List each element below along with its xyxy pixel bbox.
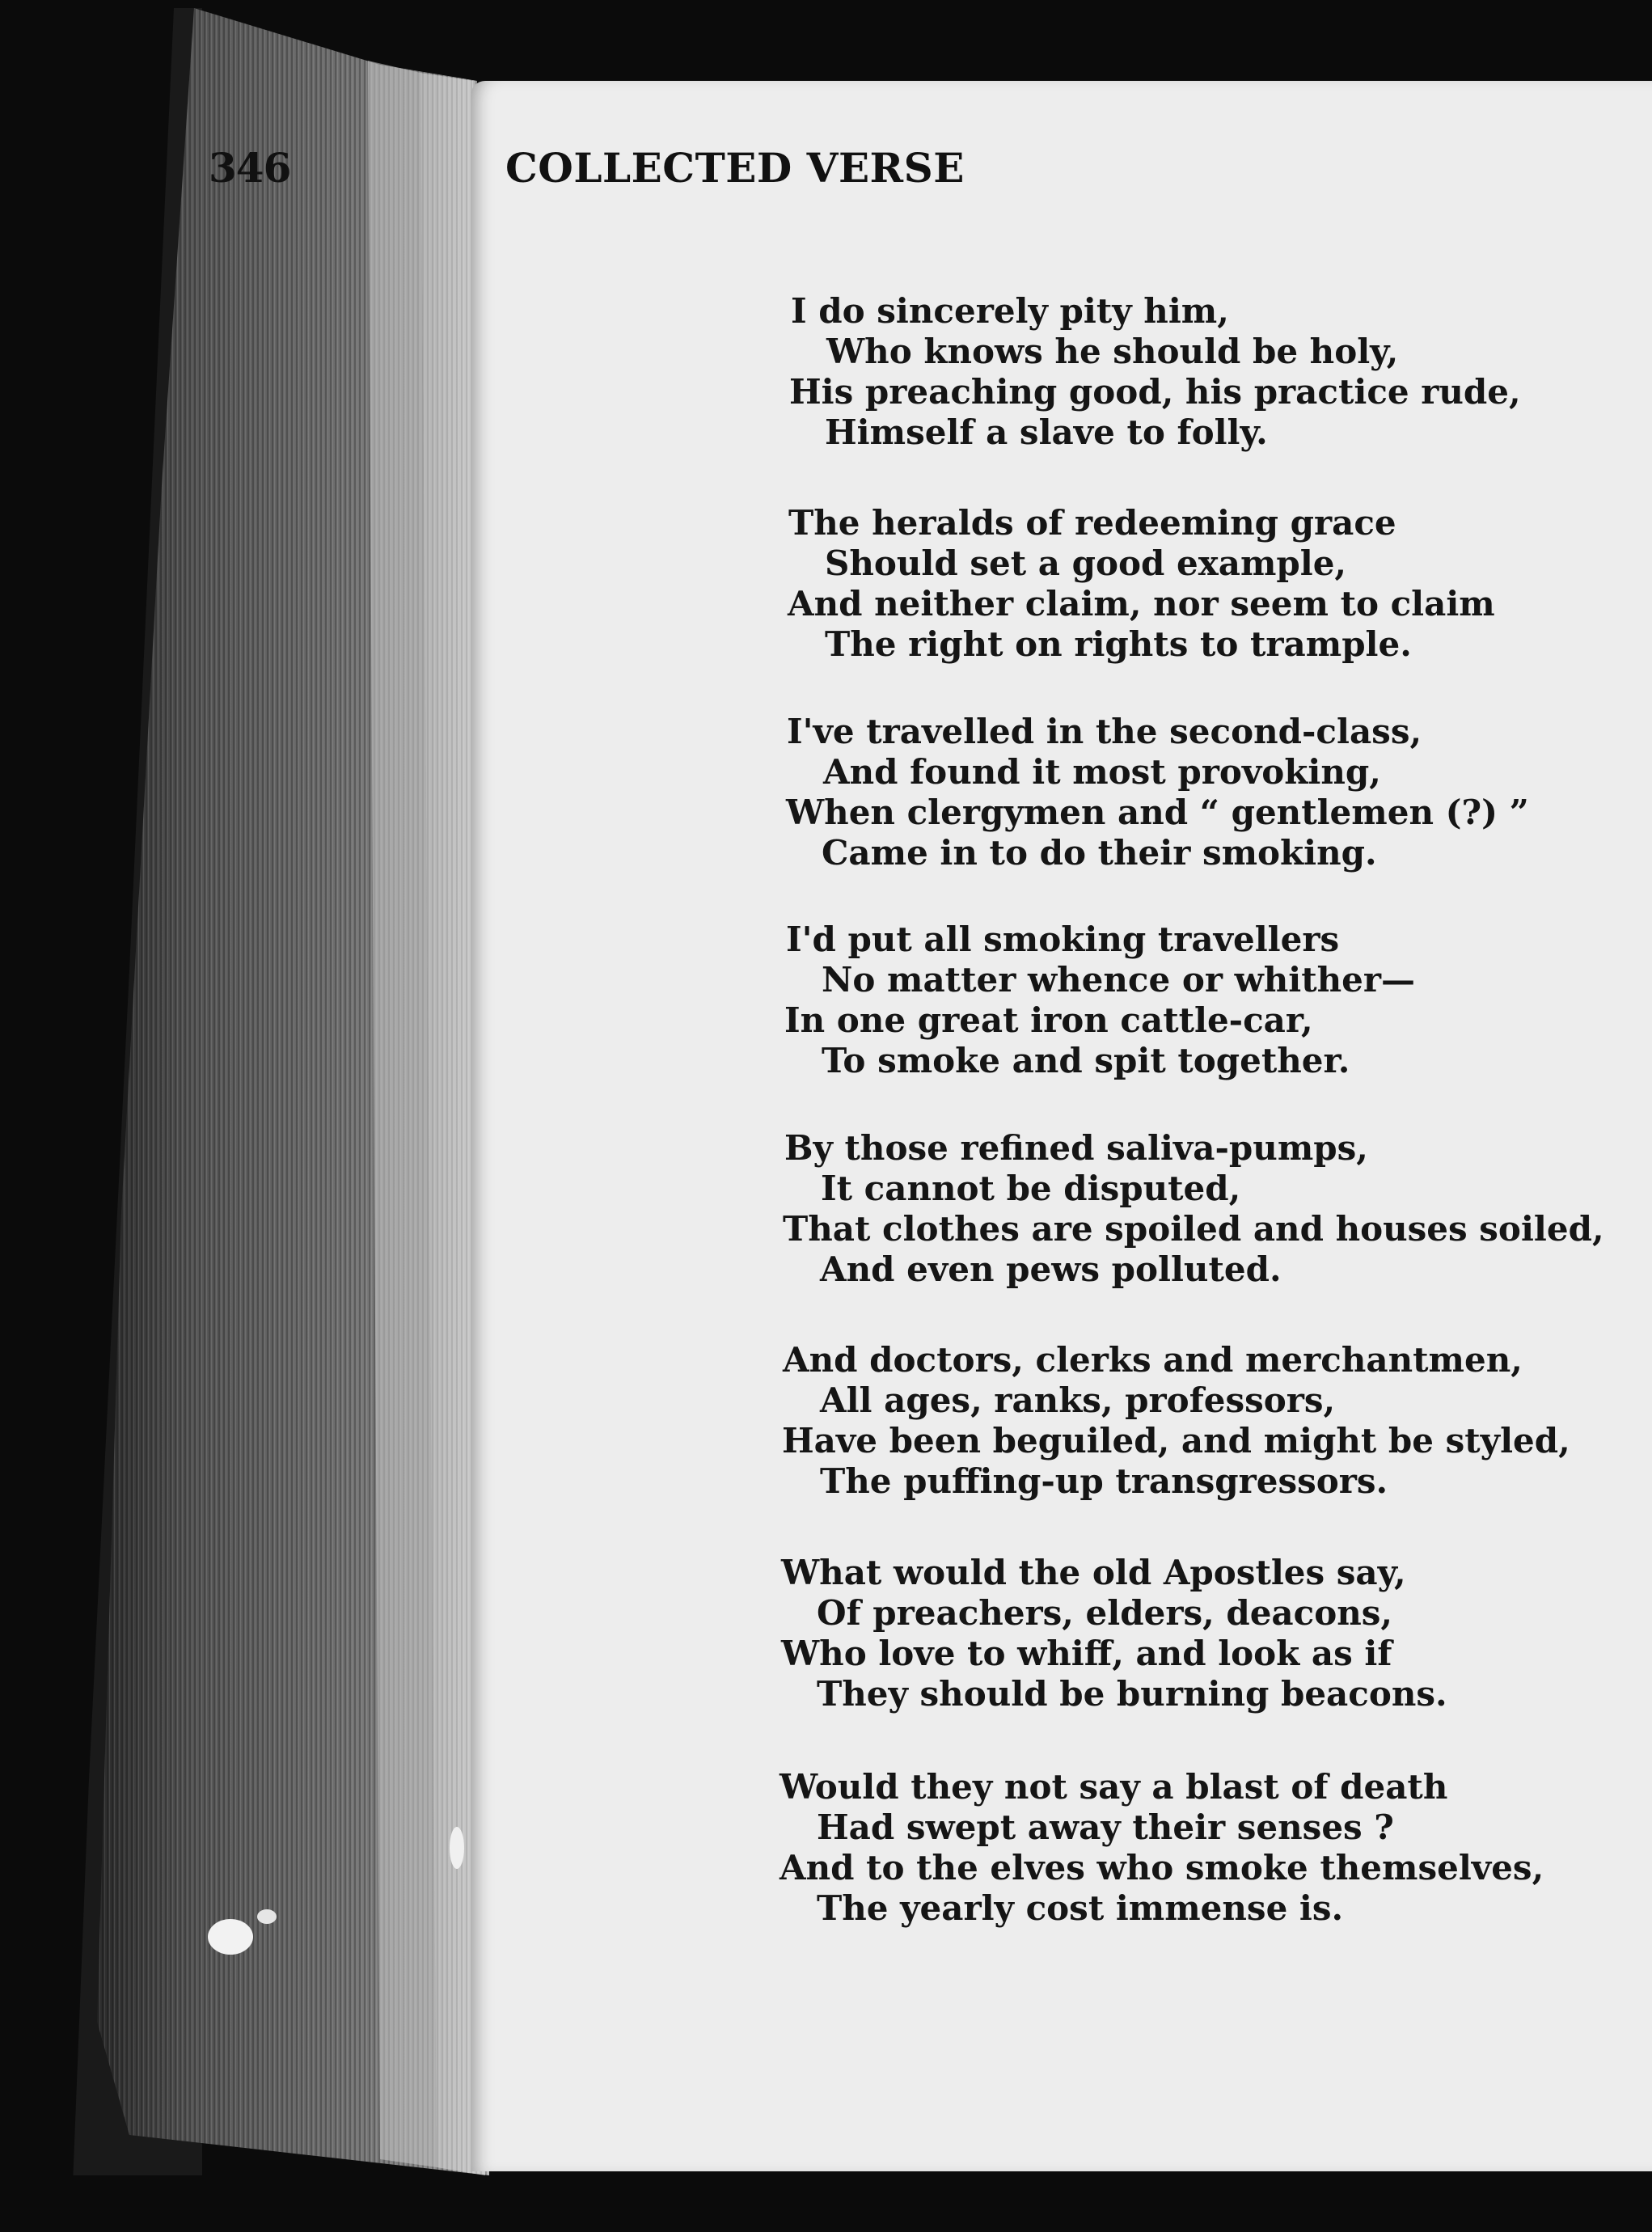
verse-line: In one great iron cattle-car,	[784, 1000, 1313, 1040]
verse-line: And doctors, clerks and merchantmen,	[783, 1340, 1523, 1380]
verse-line: Of preachers, elders, deacons,	[817, 1593, 1393, 1633]
running-title: COLLECTED VERSE	[505, 144, 965, 192]
verse-line: I do sincerely pity him,	[791, 291, 1229, 331]
verse-line: Who knows he should be holy,	[826, 332, 1399, 371]
verse-line: Who love to whiff, and look as if	[781, 1634, 1392, 1673]
verse-line: Have been beguiled, and might be styled,	[782, 1421, 1570, 1461]
verse-line: Should set a good example,	[825, 543, 1347, 583]
verse-line: The heralds of redeeming grace	[788, 503, 1396, 543]
verse-line: The right on rights to trample.	[825, 624, 1412, 664]
verse-line: No matter whence or whither—	[822, 960, 1416, 1000]
verse-line: They should be burning beacons.	[817, 1674, 1447, 1714]
page-number: 346	[209, 144, 291, 192]
verse-line: Would they not say a blast of death	[780, 1767, 1448, 1807]
verse-line: By those refined saliva-pumps,	[784, 1128, 1368, 1168]
verse-line: When clergymen and “ gentlemen (?) ”	[786, 793, 1529, 832]
verse-line: Came in to do their smoking.	[822, 833, 1377, 873]
verse-line: And to the elves who smoke themselves,	[780, 1848, 1544, 1887]
verse-line: And even pews polluted.	[820, 1249, 1282, 1289]
verse-line: The yearly cost immense is.	[817, 1888, 1344, 1928]
verse-line: And found it most provoking,	[823, 752, 1381, 792]
verse-line: Had swept away their senses ?	[817, 1807, 1394, 1847]
verse-line: Himself a slave to folly.	[825, 412, 1268, 452]
verse-line: That clothes are spoiled and houses soiled,	[783, 1209, 1604, 1249]
verse-line: It cannot be disputed,	[821, 1169, 1241, 1208]
verse-line: What would the old Apostles say,	[781, 1553, 1406, 1592]
verse-line: I've travelled in the second-class,	[787, 712, 1422, 751]
verse-line: The puffing-up transgressors.	[820, 1461, 1388, 1501]
verse-line: To smoke and spit together.	[822, 1041, 1350, 1080]
verse-line: His preaching good, his practice rude,	[789, 372, 1521, 412]
verse-line: I'd put all smoking travellers	[786, 919, 1340, 959]
verse-line: And neither claim, nor seem to claim	[788, 584, 1495, 624]
verse-line: All ages, ranks, professors,	[820, 1380, 1336, 1420]
